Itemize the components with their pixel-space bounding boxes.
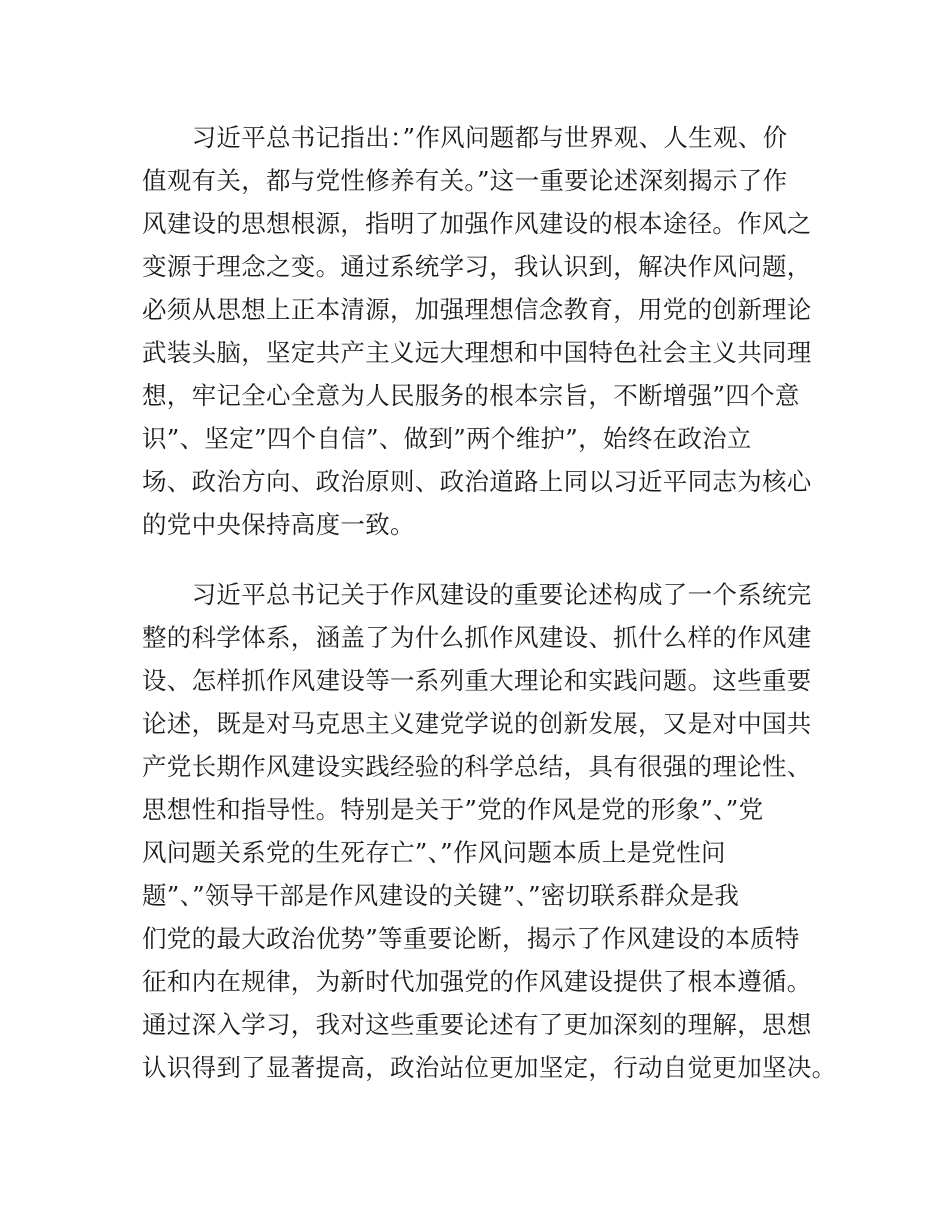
paragraph-1 — [142, 116, 832, 546]
paragraph-line: 征和内在规律，为新时代加强党的作风建设提供了根本遵循。 — [142, 967, 812, 996]
paragraph-line: 题”、”领导干部是作风建设的关键”、”密切联系群众是我 — [142, 881, 740, 910]
paragraph-line: 识”、坚定”四个自信”、做到”两个维护”，始终在政治立 — [142, 424, 752, 453]
paragraph-line: 认识得到了显著提高，政治站位更加坚定，行动自觉更加坚决。 — [142, 1053, 837, 1082]
paragraph-line: 变源于理念之变。通过系统学习，我认识到，解决作风问题， — [142, 252, 812, 281]
paragraph-line: 通过深入学习，我对这些重要论述有了更加深刻的理解，思想 — [142, 1010, 812, 1039]
paragraph-line: 习近平总书记关于作风建设的重要论述构成了一个系统完 — [142, 580, 812, 609]
paragraph-line: 思想性和指导性。特别是关于”党的作风是党的形象”、”党 — [142, 795, 764, 824]
paragraph-2 — [142, 573, 837, 1089]
paragraph-line: 想，牢记全心全意为人民服务的根本宗旨，不断增强”四个意 — [142, 381, 800, 410]
paragraph-line: 武装头脑，坚定共产主义远大理想和中国特色社会主义共同理 — [142, 338, 812, 367]
paragraph-line: 值观有关，都与党性修养有关。”这一重要论述深刻揭示了作 — [142, 166, 788, 195]
paragraph-line: 整的科学体系，涵盖了为什么抓作风建设、抓什么样的作风建 — [142, 623, 812, 652]
paragraph-line: 设、怎样抓作风建设等一系列重大理论和实践问题。这些重要 — [142, 666, 812, 695]
paragraph-line: 习近平总书记指出：”作风问题都与世界观、人生观、价 — [142, 123, 788, 152]
paragraph-line: 必须从思想上正本清源，加强理想信念教育，用党的创新理论 — [142, 295, 812, 324]
paragraph-line: 风问题关系党的生死存亡”、”作风问题本质上是党性问 — [142, 838, 726, 867]
paragraph-line: 们党的最大政治优势”等重要论断，揭示了作风建设的本质特 — [142, 924, 800, 953]
paragraph-line: 场、政治方向、政治原则、政治道路上同以习近平同志为核心 — [142, 467, 812, 496]
paragraph-line: 风建设的思想根源，指明了加强作风建设的根本途径。作风之 — [142, 209, 812, 238]
paragraph-line: 产党长期作风建设实践经验的科学总结，具有很强的理论性、 — [142, 752, 812, 781]
paragraph-line: 论述，既是对马克思主义建党学说的创新发展，又是对中国共 — [142, 709, 812, 738]
paragraph-line: 的党中央保持高度一致。 — [142, 510, 415, 539]
